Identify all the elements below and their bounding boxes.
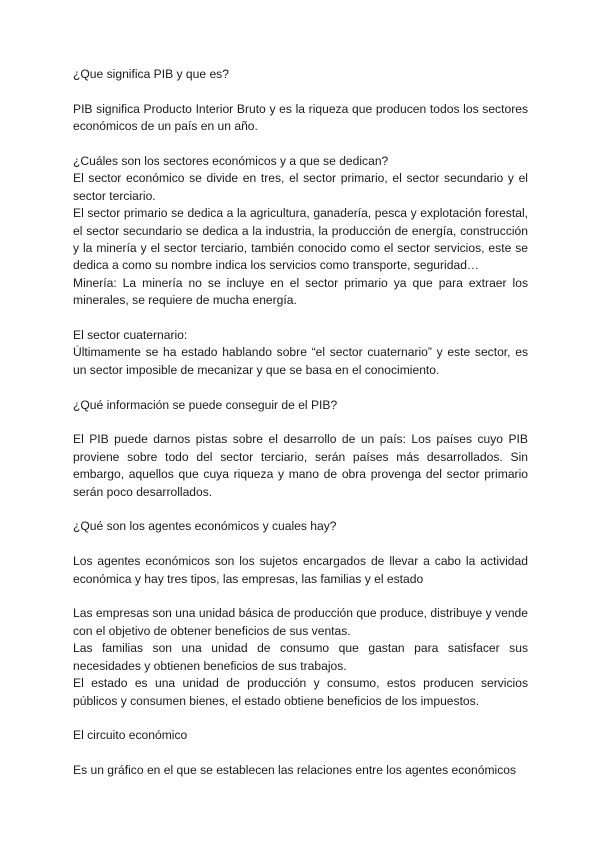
heading-economic-agents-question: ¿Qué son los agentes económicos y cuales hay? [73,519,337,534]
paragraph-economic-agents: Los agentes económicos son los sujetos encargados de llevar a cabo la actividad económica y hay tres tipos, las empresas, las familias y el estado [73,554,528,586]
paragraph-pib-information: El PIB puede darnos pistas sobre el desarrollo de un país: Los países cuyo PIB proviene sobre todo del sector terciario, serán países más desarrollados. Sin embargo, aquellos que cuya riqueza y mano de obra provenga del sector primario serán poco desarrollados. [73,432,528,499]
paragraph-mining-note: Minería: La minería no se incluye en el sector primario ya que para extraer los minerales, se requiere de mucha energía. [73,275,528,308]
paragraph-state: El estado es una unidad de producción y consumo, estos producen servicios públicos y consumen bienes, el estado obtiene beneficios de los impuestos. [73,676,528,708]
paragraph-companies: Las empresas son una unidad básica de producción que produce, distribuye y vende con el objetivo de obtener beneficios de sus ventas. [73,606,528,638]
heading-quaternary-sector: El sector cuaternario: [73,328,188,343]
heading-economic-circuit: El circuito económico [73,728,188,743]
paragraph-economic-circuit: Es un gráfico en el que se establecen las relaciones entre los agentes económicos [73,763,517,778]
heading-pib-question: ¿Que significa PIB y que es? [73,67,229,81]
paragraph-families: Las familias son una unidad de consumo que gastan para satisfacer sus necesidades y obtienen beneficios de sus trabajos. [73,641,528,673]
heading-pib-information-question: ¿Qué información se puede conseguir de el PIB? [73,397,338,412]
paragraph-pib-definition: PIB significa Producto Interior Bruto y es la riqueza que producen todos los sectores económicos de un país en un año. [73,101,528,134]
paragraph-sectors-intro: El sector económico se divide en tres, el sector primario, el sector secundario y el sector terciario. [73,171,528,203]
paragraph-sectors-detail: El sector primario se dedica a la agricultura, ganadería, pesca y explotación forestal, el sector secundario se dedica a la industria, la producción de energía, construcción y la minería y el sector terciario, también conocido como el sector servicios, este se dedica a como su nombre indica los servicios como transporte, seguridad… [73,206,528,273]
heading-sectors-question: ¿Cuáles son los sectores económicos y a que se dedican? [73,154,389,168]
document-page [73,66,528,780]
paragraph-quaternary-sector: Últimamente se ha estado hablando sobre “el sector cuaternario” y este sector, es un sector imposible de mecanizar y que se basa en el conocimiento. [73,345,528,377]
